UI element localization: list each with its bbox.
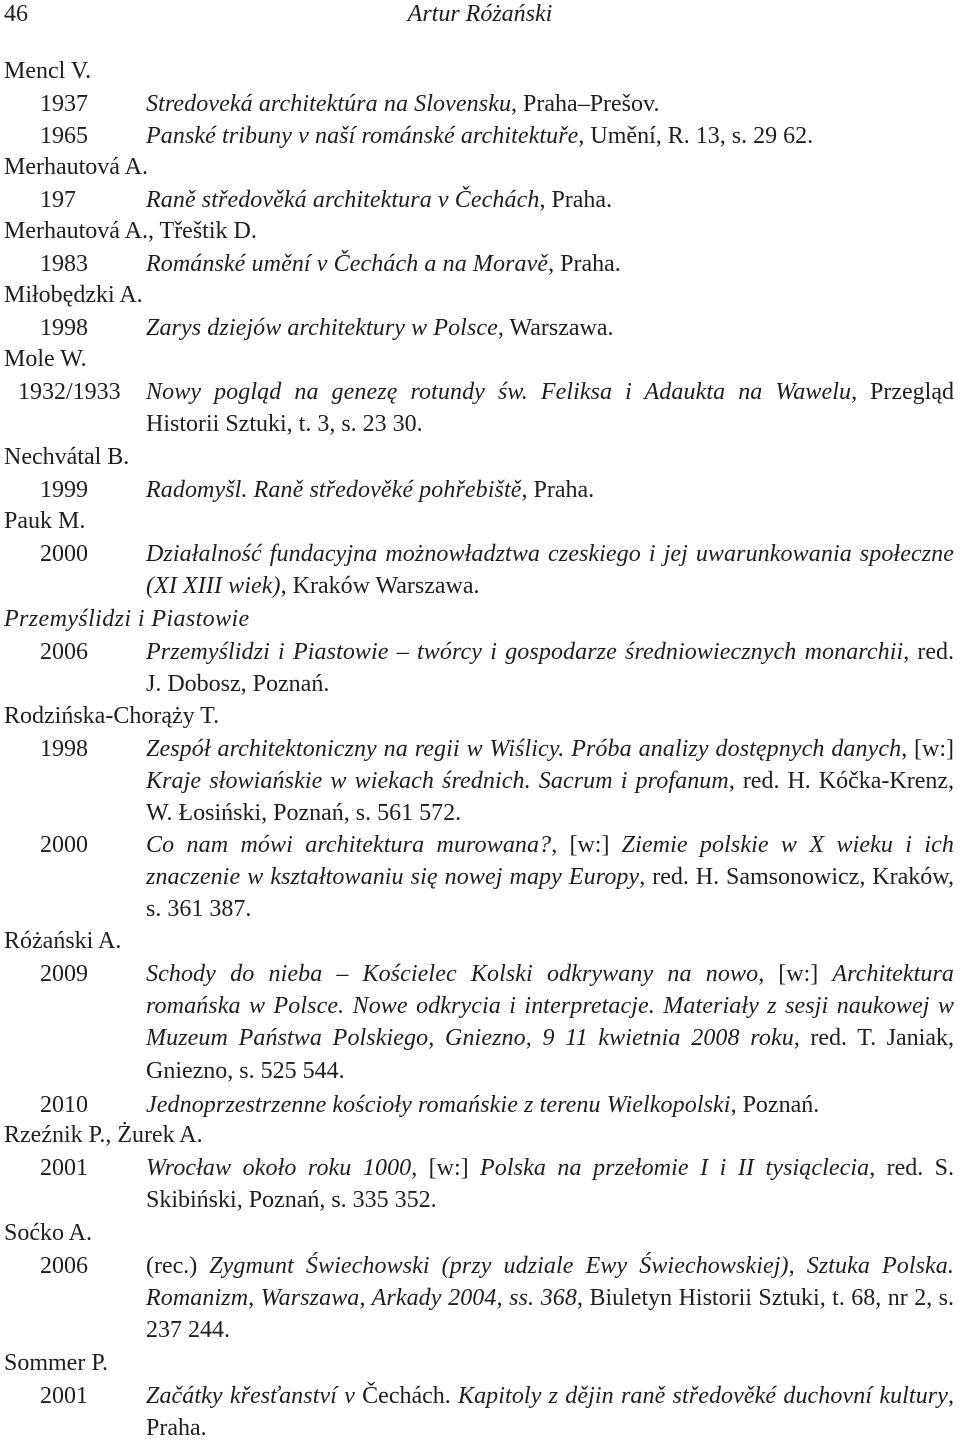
reference-entry xyxy=(0,474,960,506)
page-number: 46 xyxy=(4,1,28,27)
entry-title-italic: Przemyślidzi i Piastowie – twórcy i gospodarze średniowiecznych monarchii xyxy=(146,639,904,665)
entry-title-italic: Schody do nieba xyxy=(146,961,323,987)
entry-year: 2010 xyxy=(40,1092,88,1118)
entry-text xyxy=(146,312,954,344)
entry-title-italic: Kraje słowiańskie w wiekach średnich. Sacrum i profanum xyxy=(146,768,729,795)
entry-title-italic: Architektura romańska w Polsce. Nowe odkrycia i interpretacje. Materiały z sesji naukowej w Muzeum Państwa Polskiego, Gniezno, 9 11 kwietnia 2008 roku xyxy=(146,961,955,1052)
reference-author: Pauk M. xyxy=(4,508,86,534)
entry-year: 197 xyxy=(40,187,76,213)
entry-title-italic: Stredoveká architektúra na Slovensku xyxy=(146,91,512,117)
reference-author: Rzeźnik P., Żurek A. xyxy=(4,1122,203,1148)
entry-year: 2000 xyxy=(40,832,88,858)
entry-text xyxy=(146,958,954,1087)
entry-text xyxy=(146,120,954,152)
reference-author: Różański A. xyxy=(4,928,122,954)
entry-title-italic: Radomyšl. Raně středověké pohřebiště xyxy=(146,477,522,503)
entry-text xyxy=(146,474,954,506)
entry-text xyxy=(146,538,954,602)
entry-year: 1998 xyxy=(40,315,88,341)
reference-entry xyxy=(0,1089,960,1121)
entry-text xyxy=(146,184,954,216)
entry-text-roman: , Praha. xyxy=(146,1383,954,1442)
reference-entry xyxy=(0,733,960,829)
entry-title-italic: Jednoprzestrzenne kościoły romańskie z terenu Wielkopolski xyxy=(146,1092,731,1118)
reference-author: Mencl V. xyxy=(4,58,92,84)
entry-text-roman: , Praha. xyxy=(539,187,613,213)
entry-text-roman: , Praha–Prešov. xyxy=(511,91,660,117)
entry-text-roman: , red. H. Kóčka-Krenz, W. Łosiński, Poznań, s. 561 572. xyxy=(146,768,955,827)
entry-text-roman: , Praha. xyxy=(521,477,595,503)
entry-text-roman: , Umění, R. 13, s. 29 62. xyxy=(578,123,814,149)
entry-year: 2006 xyxy=(40,639,88,665)
reference-author: Przemyślidzi i Piastowie xyxy=(4,606,250,632)
page-header xyxy=(0,0,960,28)
reference-author: Soćko A. xyxy=(4,1220,93,1246)
entry-year: 2000 xyxy=(40,541,88,567)
reference-author: Rodzińska-Chorąży T. xyxy=(4,703,220,729)
entry-text-roman: , red. S. Skibiński, Poznań, s. 335 352. xyxy=(146,1155,955,1214)
entry-year: 1998 xyxy=(40,736,88,762)
entry-year: 1983 xyxy=(40,251,88,277)
entry-year: 1965 xyxy=(40,123,88,149)
entry-text-roman: , [w:] xyxy=(411,1155,481,1181)
entry-title-italic: Zespół architektoniczny na regii w Wiślicy. Próba analizy dostępnych danych xyxy=(146,736,902,762)
reference-entry xyxy=(0,829,960,925)
entry-year: 1999 xyxy=(40,477,88,503)
entry-title-italic: Ziemie polskie w X wieku i ich znaczenie w kształtowaniu się nowej mapy Europy xyxy=(146,832,954,891)
running-head: Artur Różański xyxy=(407,1,553,27)
entry-title-italic: Začátky křesťanství v xyxy=(146,1383,363,1409)
entry-text xyxy=(146,1380,954,1444)
entry-title-italic: Raně středověká architektura v Čechách xyxy=(146,187,540,213)
entry-text-roman: , [w:] xyxy=(551,832,622,858)
reference-entry xyxy=(0,1380,960,1444)
reference-entry xyxy=(0,958,960,1086)
entry-title-italic: Polska na przełomie I i II tysiąclecia xyxy=(480,1155,870,1181)
entry-title-italic: Románské umění v Čechách a na Moravě xyxy=(146,251,549,277)
entry-text-roman: , red. H. Samsonowicz, Kraków, s. 361 387. xyxy=(146,864,954,923)
entry-text-roman: , [w:] xyxy=(901,736,955,762)
entry-text-roman: , [w:] xyxy=(758,961,833,987)
entry-text-roman: (rec.) xyxy=(146,1253,210,1279)
entry-year: 1937 xyxy=(40,91,88,117)
entry-text xyxy=(146,1250,954,1347)
entry-year: 2001 xyxy=(40,1383,88,1409)
entry-text-roman: , Kraków Warszawa. xyxy=(280,573,480,600)
entry-text xyxy=(146,1089,954,1121)
entry-text xyxy=(146,829,954,926)
reference-author: Merhautová A. xyxy=(4,154,148,180)
reference-author: Mole W. xyxy=(4,346,87,372)
entry-title-italic: Działalność fundacyjna możnowładztwa czeskiego i jej uwarunkowania społeczne (XI XIII wiek) xyxy=(146,541,954,600)
entry-text xyxy=(146,1152,954,1216)
entry-year: 2009 xyxy=(40,961,88,987)
reference-entry xyxy=(0,1152,960,1216)
entry-text-roman: , Praha. xyxy=(548,251,621,277)
entry-year: 2001 xyxy=(40,1155,88,1181)
entry-year: 1932/1933 xyxy=(18,379,121,405)
entry-year: 2006 xyxy=(40,1253,88,1279)
reference-entry xyxy=(0,376,960,440)
reference-author: Merhautová A., Třeštik D. xyxy=(4,218,257,244)
reference-entry xyxy=(0,88,960,120)
entry-title-italic: Nowy pogląd na genezę rotundy św. Feliksa i Adaukta na Wawelu xyxy=(146,379,852,405)
entry-title-italic: Panské tribuny v naší románské architektuře xyxy=(146,123,579,149)
entry-text-roman: , Przegląd Historii Sztuki, t. 3, s. 23 30. xyxy=(146,379,954,438)
reference-author: Sommer P. xyxy=(4,1350,109,1376)
entry-text-roman: , Poznań. xyxy=(730,1092,820,1118)
entry-text-roman: , red. T. Janiak, Gniezno, s. 525 544. xyxy=(146,1025,954,1084)
entry-title-italic: Zygmunt Świechowski (przy udziale Ewy Świechowskiej), Sztuka Polska. Romanizm, Warszawa, Arkady 2004, ss. 368 xyxy=(146,1253,954,1312)
entry-text-roman: – xyxy=(322,961,363,987)
entry-text xyxy=(146,733,954,830)
reference-entry xyxy=(0,120,960,152)
entry-title-italic: Zarys dziejów architektury w Polsce xyxy=(146,315,498,341)
reference-entry xyxy=(0,538,960,602)
entry-title-italic: Co nam mówi architektura murowana? xyxy=(146,832,552,858)
reference-author: Miłobędzki A. xyxy=(4,282,143,308)
entry-title-italic: Kościelec Kolski odkrywany na nowo xyxy=(362,961,759,987)
entry-title-italic: Kapitoly z dějin raně středověké duchovní kultury xyxy=(450,1383,948,1409)
entry-title-italic: Wrocław około roku 1000 xyxy=(146,1155,412,1181)
reference-entry xyxy=(0,636,960,700)
reference-entry xyxy=(0,1250,960,1346)
reference-entry xyxy=(0,184,960,216)
entry-text xyxy=(146,636,954,700)
entry-text xyxy=(146,376,954,440)
entry-text-roman: Čechách. xyxy=(362,1383,451,1409)
reference-entry xyxy=(0,248,960,280)
reference-entry xyxy=(0,312,960,344)
entry-text-roman: , Biuletyn Historii Sztuki, t. 68, nr 2, s. 237 244. xyxy=(146,1285,954,1344)
reference-author: Nechvátal B. xyxy=(4,444,130,470)
entry-text-roman: , Warszawa. xyxy=(497,315,614,341)
entry-text xyxy=(146,248,954,280)
entry-text xyxy=(146,88,954,120)
entry-text-roman: , red. J. Dobosz, Poznań. xyxy=(146,639,954,698)
